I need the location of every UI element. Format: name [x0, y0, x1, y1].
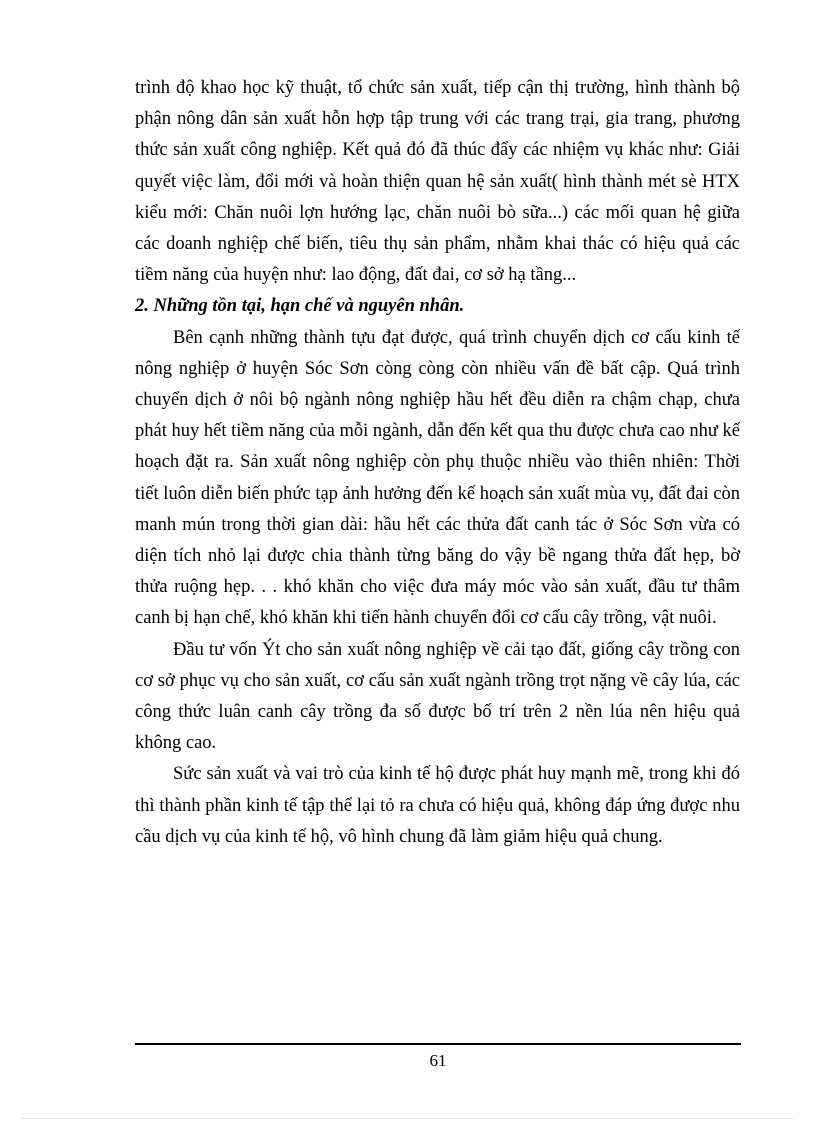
page-number: 61 [429, 1051, 447, 1070]
footer-divider [135, 1043, 741, 1045]
body-text [135, 73, 740, 853]
section-heading: 2. Những tồn tại, hạn chế và nguyên nhân. [135, 296, 465, 317]
paragraph-limitations: Bên cạnh những thành tựu đạt được, quá trình chuyển dịch cơ cấu kinh tế nông nghiệp ở huyện Sóc Sơn còng còng còn nhiều vấn đề bất cập. Quá trình chuyển dịch ở nôi bộ ngành nông nghiệp hầu hết đều diễn ra chậm chạp, chưa phát huy hết tiềm năng của mỗi ngành, dẫn đến kết qua thu được chưa cao như kế hoạch đặt ra. Sản xuất nông nghiệp còn phụ thuộc nhiều vào thiên nhiên: Thời tiết luôn diễn biến phức tạp ảnh hưởng đến kế hoạch sản xuất mùa vụ, đất đai còn manh mún trong thời gian dài: hầu hết các thửa đất canh tác ở Sóc Sơn vừa có diện tích nhỏ lại được chia thành từng băng do vậy bề ngang thửa đất hẹp, bờ thửa ruộng hẹp. . . khó khăn cho việc đưa máy móc vào sản xuất, đầu tư thâm canh bị hạn chế, khó khăn khi tiến hành chuyển đổi cơ cấu cây trồng, vật nuôi. [135, 327, 740, 629]
paragraph-continuation: trình độ khao học kỹ thuật, tổ chức sản xuất, tiếp cận thị trường, hình thành bộ phận nông dân sản xuất hỗn hợp tập trung với các trang trại, gia trang, phương thức sản xuất công nghiệp. Kết quả đó đã thúc đẩy các nhiệm vụ khác như: Giải quyết việc làm, đổi mới và hoàn thiện quan hệ sản xuất( hình thành mét sè HTX kiểu mới: Chăn nuôi lợn hướng lạc, chăn nuôi bò sữa...) các mối quan hệ giữa các doanh nghiệp chế biến, tiêu thụ sản phẩm, nhằm khai thác có hiệu quả các tiềm năng của huyện như: lao động, đất đai, cơ sở hạ tầng... [135, 78, 740, 286]
paragraph-household-economy: Sức sản xuất và vai trò của kinh tế hộ được phát huy mạnh mẽ, trong khi đó thì thành phần kinh tế tập thể lại tỏ ra chưa có hiệu quả, không đáp ứng được nhu cầu dịch vụ của kinh tế hộ, vô hình chung đã làm giảm hiệu quả chung. [135, 764, 740, 847]
page-edge-divider [22, 1118, 794, 1119]
paragraph-investment: Đầu tư vốn Ýt cho sản xuất nông nghiệp về cải tạo đất, giống cây trồng con cơ sở phục vụ cho sản xuất, cơ cấu sản xuất ngành trồng trọt nặng về cây lúa, các công thức luân canh cây trồng đa số được bố trí trên 2 nền lúa nên hiệu quả không cao. [135, 639, 740, 754]
